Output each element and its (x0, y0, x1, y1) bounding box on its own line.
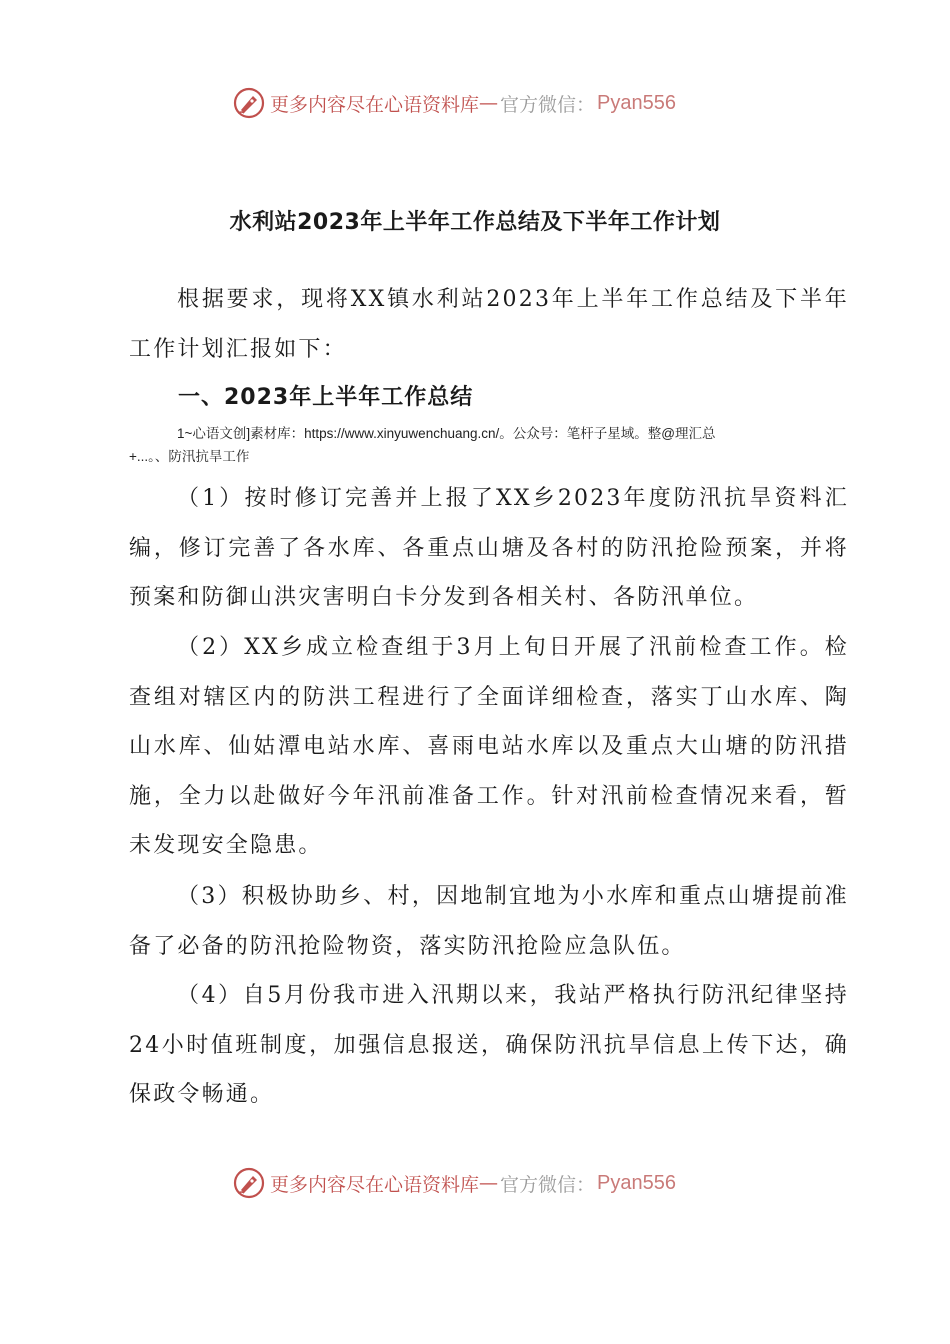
banner-dash: — (479, 1172, 499, 1194)
pen-nib-logo-icon (232, 1166, 266, 1200)
banner-wechat-label: 官方微信： (500, 1173, 596, 1196)
banner-text: 更多内容尽在心语资料库 (270, 93, 480, 116)
source-note-line: 1~心语文创]素材库：https://www.xinyuwenchuang.cn/。公众号：笔杆子星域。整@理汇总 (177, 426, 716, 441)
document-title: 水利站2023年上半年工作总结及下半年工作计划 (229, 210, 721, 235)
source-note (129, 422, 849, 468)
banner-dash: — (479, 92, 499, 114)
banner-wechat-id: Pyan556 (597, 91, 676, 114)
item-paragraph: （3）积极协助乡、村，因地制宜地为小水库和重点山塘提前准备了必备的防汛抢险物资，落实防汛抢险应急队伍。 (129, 884, 849, 959)
banner-wechat-id: Pyan556 (597, 1171, 676, 1194)
intro-paragraph: 根据要求，现将XX镇水利站2023年上半年工作总结及下半年工作计划汇报如下： (129, 287, 849, 362)
section-heading: 一、2023年上半年工作总结 (178, 385, 474, 410)
item-paragraph: （1）按时修订完善并上报了XX乡2023年度防汛抗旱资料汇编，修订完善了各水库、各重点山塘及各村的防汛抢险预案，并将预案和防御山洪灾害明白卡分发到各相关村、各防汛单位。 (129, 486, 849, 611)
pen-nib-logo-icon (232, 86, 266, 120)
footer-banner (232, 1163, 832, 1203)
banner-wechat-label: 官方微信： (500, 93, 596, 116)
source-note-line: +...。、防汛抗旱工作 (129, 449, 250, 464)
item-paragraph: （2）XX乡成立检查组于3月上旬日开展了汛前检查工作。检查组对辖区内的防洪工程进行了全面详细检查，落实丁山水库、陶山水库、仙姑潭电站水库、喜雨电站水库以及重点大山塘的防汛措施，全力以赴做好今年汛前准备工作。针对汛前检查情况来看，暂未发现安全隐患。 (129, 635, 849, 859)
item-paragraph: （4）自5月份我市进入汛期以来，我站严格执行防汛纪律坚持24小时值班制度，加强信息报送，确保防汛抗旱信息上传下达，确保政令畅通。 (129, 983, 849, 1108)
header-banner (232, 83, 832, 123)
banner-text: 更多内容尽在心语资料库 (270, 1173, 480, 1196)
